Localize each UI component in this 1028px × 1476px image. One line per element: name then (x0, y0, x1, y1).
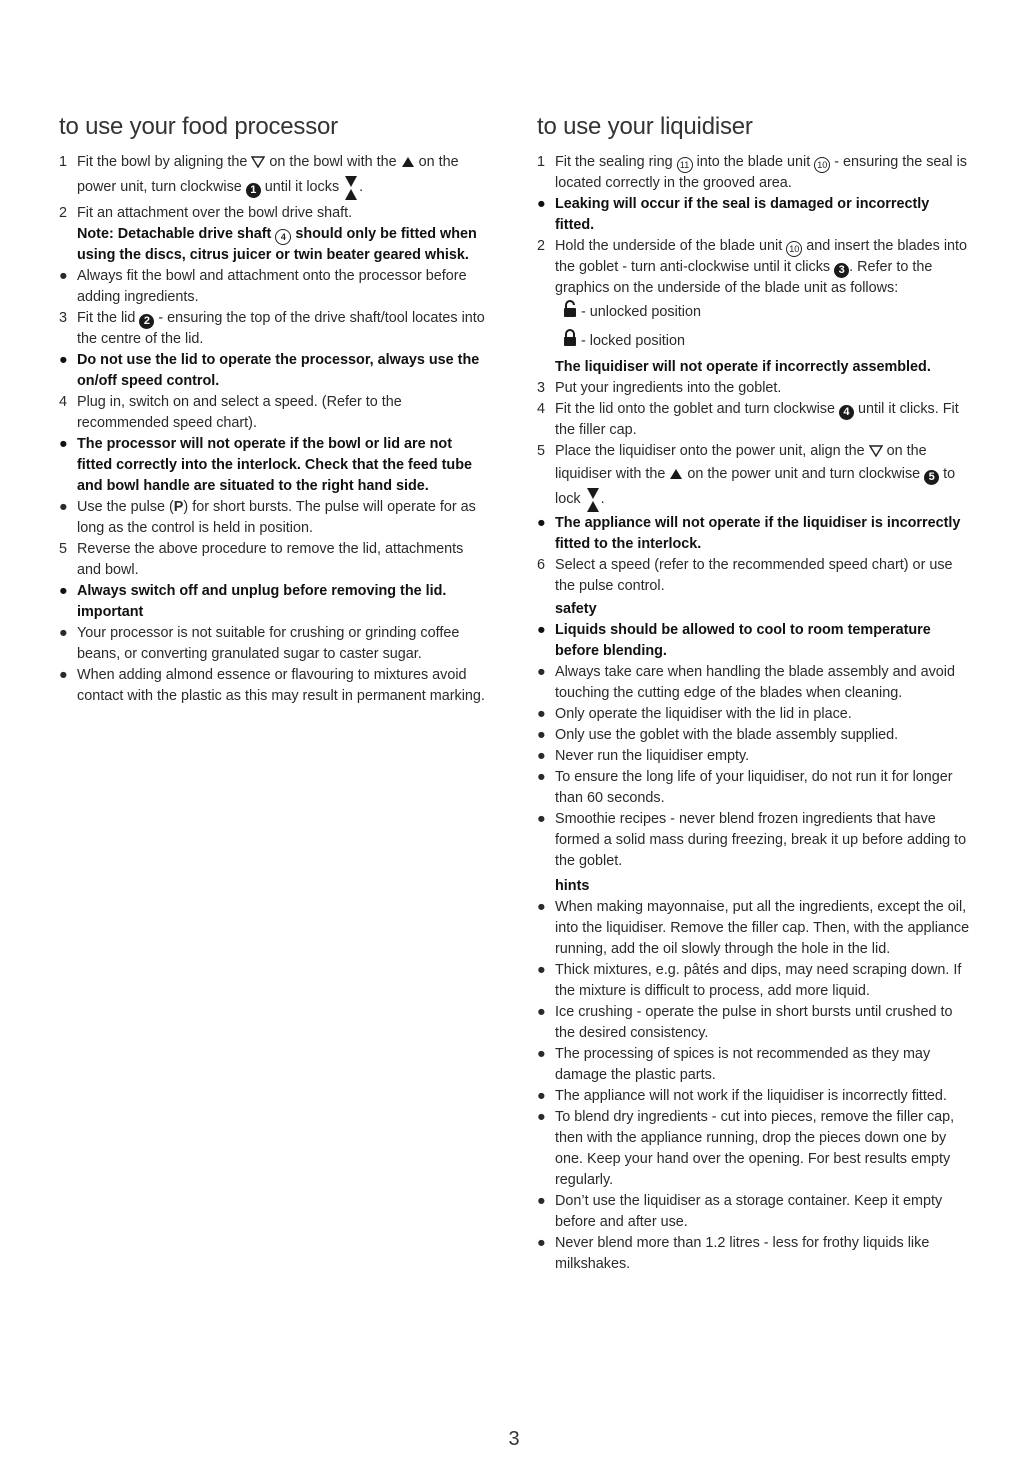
page-number: 3 (508, 1428, 520, 1450)
fp-warning: ● The processor will not operate if the bowl or lid are not fitted correctly into the interlock. Check that the feed tube and bowl handle are situated to the right hand side. (59, 436, 473, 494)
fp-step-3: 3 Fit the lid 2 - ensuring the top of the drive shaft/tool locates into the centre of the lid. (59, 310, 485, 347)
fp-step-4: 4 Plug in, switch on and select a speed. (Refer to the recommended speed chart). (59, 394, 402, 431)
hints-list (537, 897, 971, 1275)
safety-heading: safety (555, 601, 597, 617)
list-item: ● Thick mixtures, e.g. pâtés and dips, may need scraping down. If the mixture is difficult to process, add more liquid. (537, 962, 962, 999)
fp-bullet: ● Your processor is not suitable for crushing or grinding coffee beans, or converting granulated sugar to caster sugar. (59, 625, 460, 662)
locked-padlock-icon (563, 329, 577, 357)
fp-warning: ● Do not use the lid to operate the processor, always use the on/off speed control. (59, 352, 480, 389)
triangle-down-outline-icon (251, 154, 265, 175)
important-heading: important (77, 604, 144, 620)
list-item: ● The appliance will not work if the liquidiser is incorrectly fitted. (537, 1088, 947, 1104)
triangle-up-filled-icon (669, 466, 683, 487)
lq-step-4: 4 Fit the lid onto the goblet and turn clockwise 4 until it clicks. Fit the filler cap. (537, 401, 959, 438)
callout-number-icon: 1 (246, 183, 261, 198)
list-item: ● The processing of spices is not recommended as they may damage the plastic parts. (537, 1046, 931, 1083)
locked-row: - locked position (537, 328, 971, 357)
fp-warning: ● Always switch off and unplug before removing the lid. (59, 583, 447, 599)
list-item: ● To blend dry ingredients - cut into pieces, remove the filler cap, then with the appliance running, drop the pieces down one by one. Keep your hand over the opening. For best results empty regularly. (537, 1109, 955, 1188)
fp-step-2: 2 Fit an attachment over the bowl drive shaft. Note: Detachable drive shaft 4 should only be fitted when using the discs, citrus juicer or twin beater geared whisk. (59, 205, 477, 263)
unlocked-padlock-icon (563, 300, 577, 328)
list-item: ● Always take care when handling the blade assembly and avoid touching the cutting edge of the blades when cleaning. (537, 664, 955, 701)
liquidiser-title: to use your liquidiser (537, 113, 753, 140)
unlocked-row: - unlocked position (537, 299, 971, 328)
fp-bullet: ● When adding almond essence or flavouring to mixtures avoid contact with the plastic as this may result in permanent marking. (59, 667, 485, 704)
list-item: ● Smoothie recipes - never blend frozen ingredients that have formed a solid mass during freezing, break it up before adding to the goblet. (537, 811, 967, 869)
liquidiser-section (537, 112, 971, 1275)
lock-alignment-icon (585, 487, 601, 513)
list-item: ● Ice crushing - operate the pulse in short bursts until crushed to the desired consistency. (537, 1004, 953, 1041)
fp-bullet: ● Always fit the bowl and attachment onto the processor before adding ingredients. (59, 268, 467, 305)
list-item: ● Don’t use the liquidiser as a storage container. Keep it empty before and after use. (537, 1193, 943, 1230)
list-item: ● Never blend more than 1.2 litres - less for frothy liquids like milkshakes. (537, 1235, 930, 1272)
hints-heading: hints (555, 878, 590, 894)
food-processor-section (59, 112, 491, 707)
pulse-symbol: P (173, 499, 184, 515)
fp-bullet: ● Use the pulse (P) for short bursts. The pulse will operate for as long as the control is held in position. (59, 499, 476, 536)
fp-step-5: 5 Reverse the above procedure to remove the lid, attachments and bowl. (59, 541, 464, 578)
callout-outline-icon: 10 (814, 157, 830, 173)
list-item: ● To ensure the long life of your liquidiser, do not run it for longer than 60 seconds. (537, 769, 953, 806)
food-processor-title: to use your food processor (59, 113, 338, 140)
lock-alignment-icon (343, 175, 359, 201)
lq-warning: ● The appliance will not operate if the liquidiser is incorrectly fitted to the interlock. (537, 515, 961, 552)
fp-step-1: 1 Fit the bowl by aligning the on the bowl with the on the power unit, turn clockwise 1 until it locks . (59, 152, 491, 201)
callout-outline-icon: 10 (786, 241, 802, 257)
lq-step-1: 1 Fit the sealing ring 11 into the blade unit 10 - ensuring the seal is located correctly in the grooved area. (537, 154, 968, 191)
lq-step-2: 2 Hold the underside of the blade unit 10 and insert the blades into the goblet - turn anti-clockwise until it clicks 3 . Refer to the graphics on the underside of the blade unit as follows: (537, 238, 968, 296)
list-item: ● Only use the goblet with the blade assembly supplied. (537, 727, 899, 743)
list-item: ● Liquids should be allowed to cool to room temperature before blending. (537, 622, 931, 659)
triangle-down-outline-icon (869, 443, 883, 464)
lq-assembly-warning: The liquidiser will not operate if incorrectly assembled. (555, 359, 931, 375)
lq-step-5: 5 Place the liquidiser onto the power unit, align the on the liquidiser with the on the power unit and turn clockwise 5 to lock . (537, 441, 971, 513)
safety-list (537, 620, 971, 872)
callout-number-icon: 3 (834, 263, 849, 278)
callout-number-icon: 2 (139, 314, 154, 329)
list-item: ● Never run the liquidiser empty. (537, 748, 750, 764)
lq-step-6: 6 Select a speed (refer to the recommended speed chart) or use the pulse control. (537, 557, 953, 594)
lq-step-3: 3 Put your ingredients into the goblet. (537, 380, 782, 396)
list-item: ● Only operate the liquidiser with the lid in place. (537, 706, 852, 722)
step-number: 1 (59, 154, 68, 170)
triangle-up-filled-icon (401, 154, 415, 175)
callout-number-icon: 5 (924, 470, 939, 485)
list-item: ● When making mayonnaise, put all the ingredients, except the oil, into the liquidiser. Remove the filler cap. Then, with the appliance running, add the oil slowly through the hole in the lid. (537, 899, 970, 957)
callout-number-icon: 4 (839, 405, 854, 420)
callout-outline-icon: 11 (677, 157, 693, 173)
callout-outline-icon: 4 (275, 229, 291, 245)
lq-warning: ● Leaking will occur if the seal is damaged or incorrectly fitted. (537, 196, 930, 233)
